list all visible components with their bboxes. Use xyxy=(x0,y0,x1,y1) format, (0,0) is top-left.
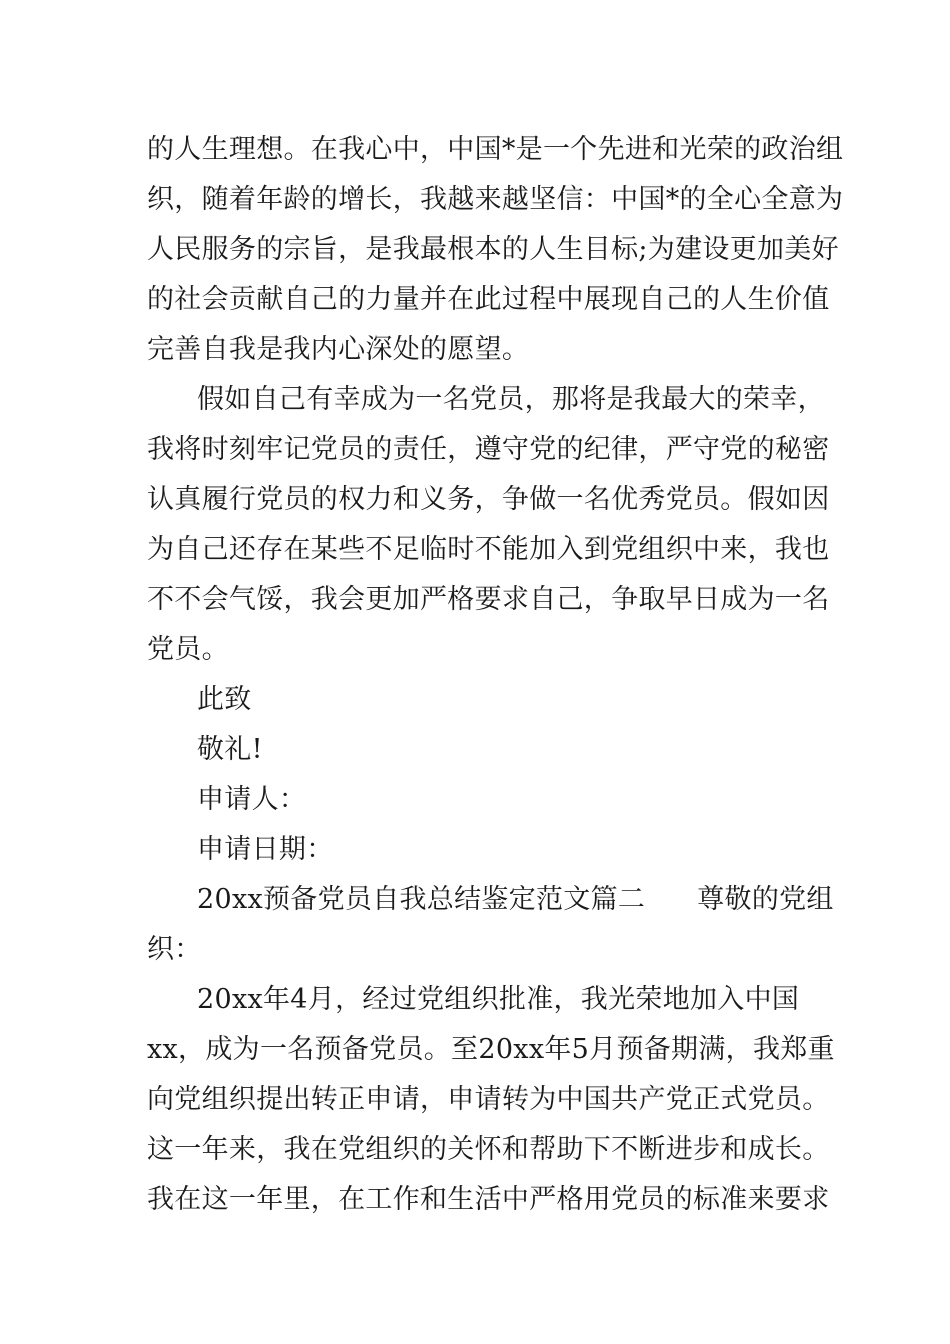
application-date-label: 申请日期： xyxy=(197,834,334,865)
paragraph-line: 向党组织提出转正申请，申请转为中国共产党正式党员。 xyxy=(147,1084,830,1115)
paragraph-line: 我将时刻牢记党员的责任，遵守党的纪律，严守党的秘密 xyxy=(147,434,830,465)
paragraph-line: 的社会贡献自己的力量并在此过程中展现自己的人生价值 xyxy=(147,284,830,315)
closing-zhici: 此致 xyxy=(197,684,252,715)
salutation-start: 尊敬的党组 xyxy=(697,884,834,915)
paragraph-line: 认真履行党员的权力和义务，争做一名优秀党员。假如因 xyxy=(147,484,830,515)
paragraph-line: 假如自己有幸成为一名党员，那将是我最大的荣幸， xyxy=(197,384,825,415)
section-title: 20xx预备党员自我总结鉴定范文篇二 xyxy=(197,884,646,915)
paragraph-line: 完善自我是我内心深处的愿望。 xyxy=(147,334,530,365)
paragraph-line: 党员。 xyxy=(147,634,229,665)
paragraph-line: 的人生理想。在我心中，中国*是一个先进和光荣的政治组 xyxy=(147,134,844,165)
paragraph-line: 为自己还存在某些不足临时不能加入到党组织中来，我也 xyxy=(147,534,830,565)
paragraph-line: 不不会气馁，我会更加严格要求自己，争取早日成为一名 xyxy=(147,584,830,615)
paragraph-line: 织，随着年龄的增长，我越来越坚信：中国*的全心全意为 xyxy=(147,184,844,215)
paragraph-line: xx，成为一名预备党员。至20xx年5月预备期满，我郑重 xyxy=(147,1034,835,1065)
applicant-label: 申请人： xyxy=(197,784,307,815)
paragraph-line: 我在这一年里，在工作和生活中严格用党员的标准来要求 xyxy=(147,1184,830,1215)
section-title-line xyxy=(197,882,867,918)
paragraph-line: 这一年来，我在党组织的关怀和帮助下不断进步和成长。 xyxy=(147,1134,830,1165)
closing-jingli: 敬礼! xyxy=(197,734,263,765)
salutation-end: 织： xyxy=(147,934,202,965)
paragraph-line: 人民服务的宗旨，是我最根本的人生目标;为建设更加美好 xyxy=(147,234,839,265)
paragraph-line: 20xx年4月，经过党组织批准，我光荣地加入中国 xyxy=(197,984,800,1015)
